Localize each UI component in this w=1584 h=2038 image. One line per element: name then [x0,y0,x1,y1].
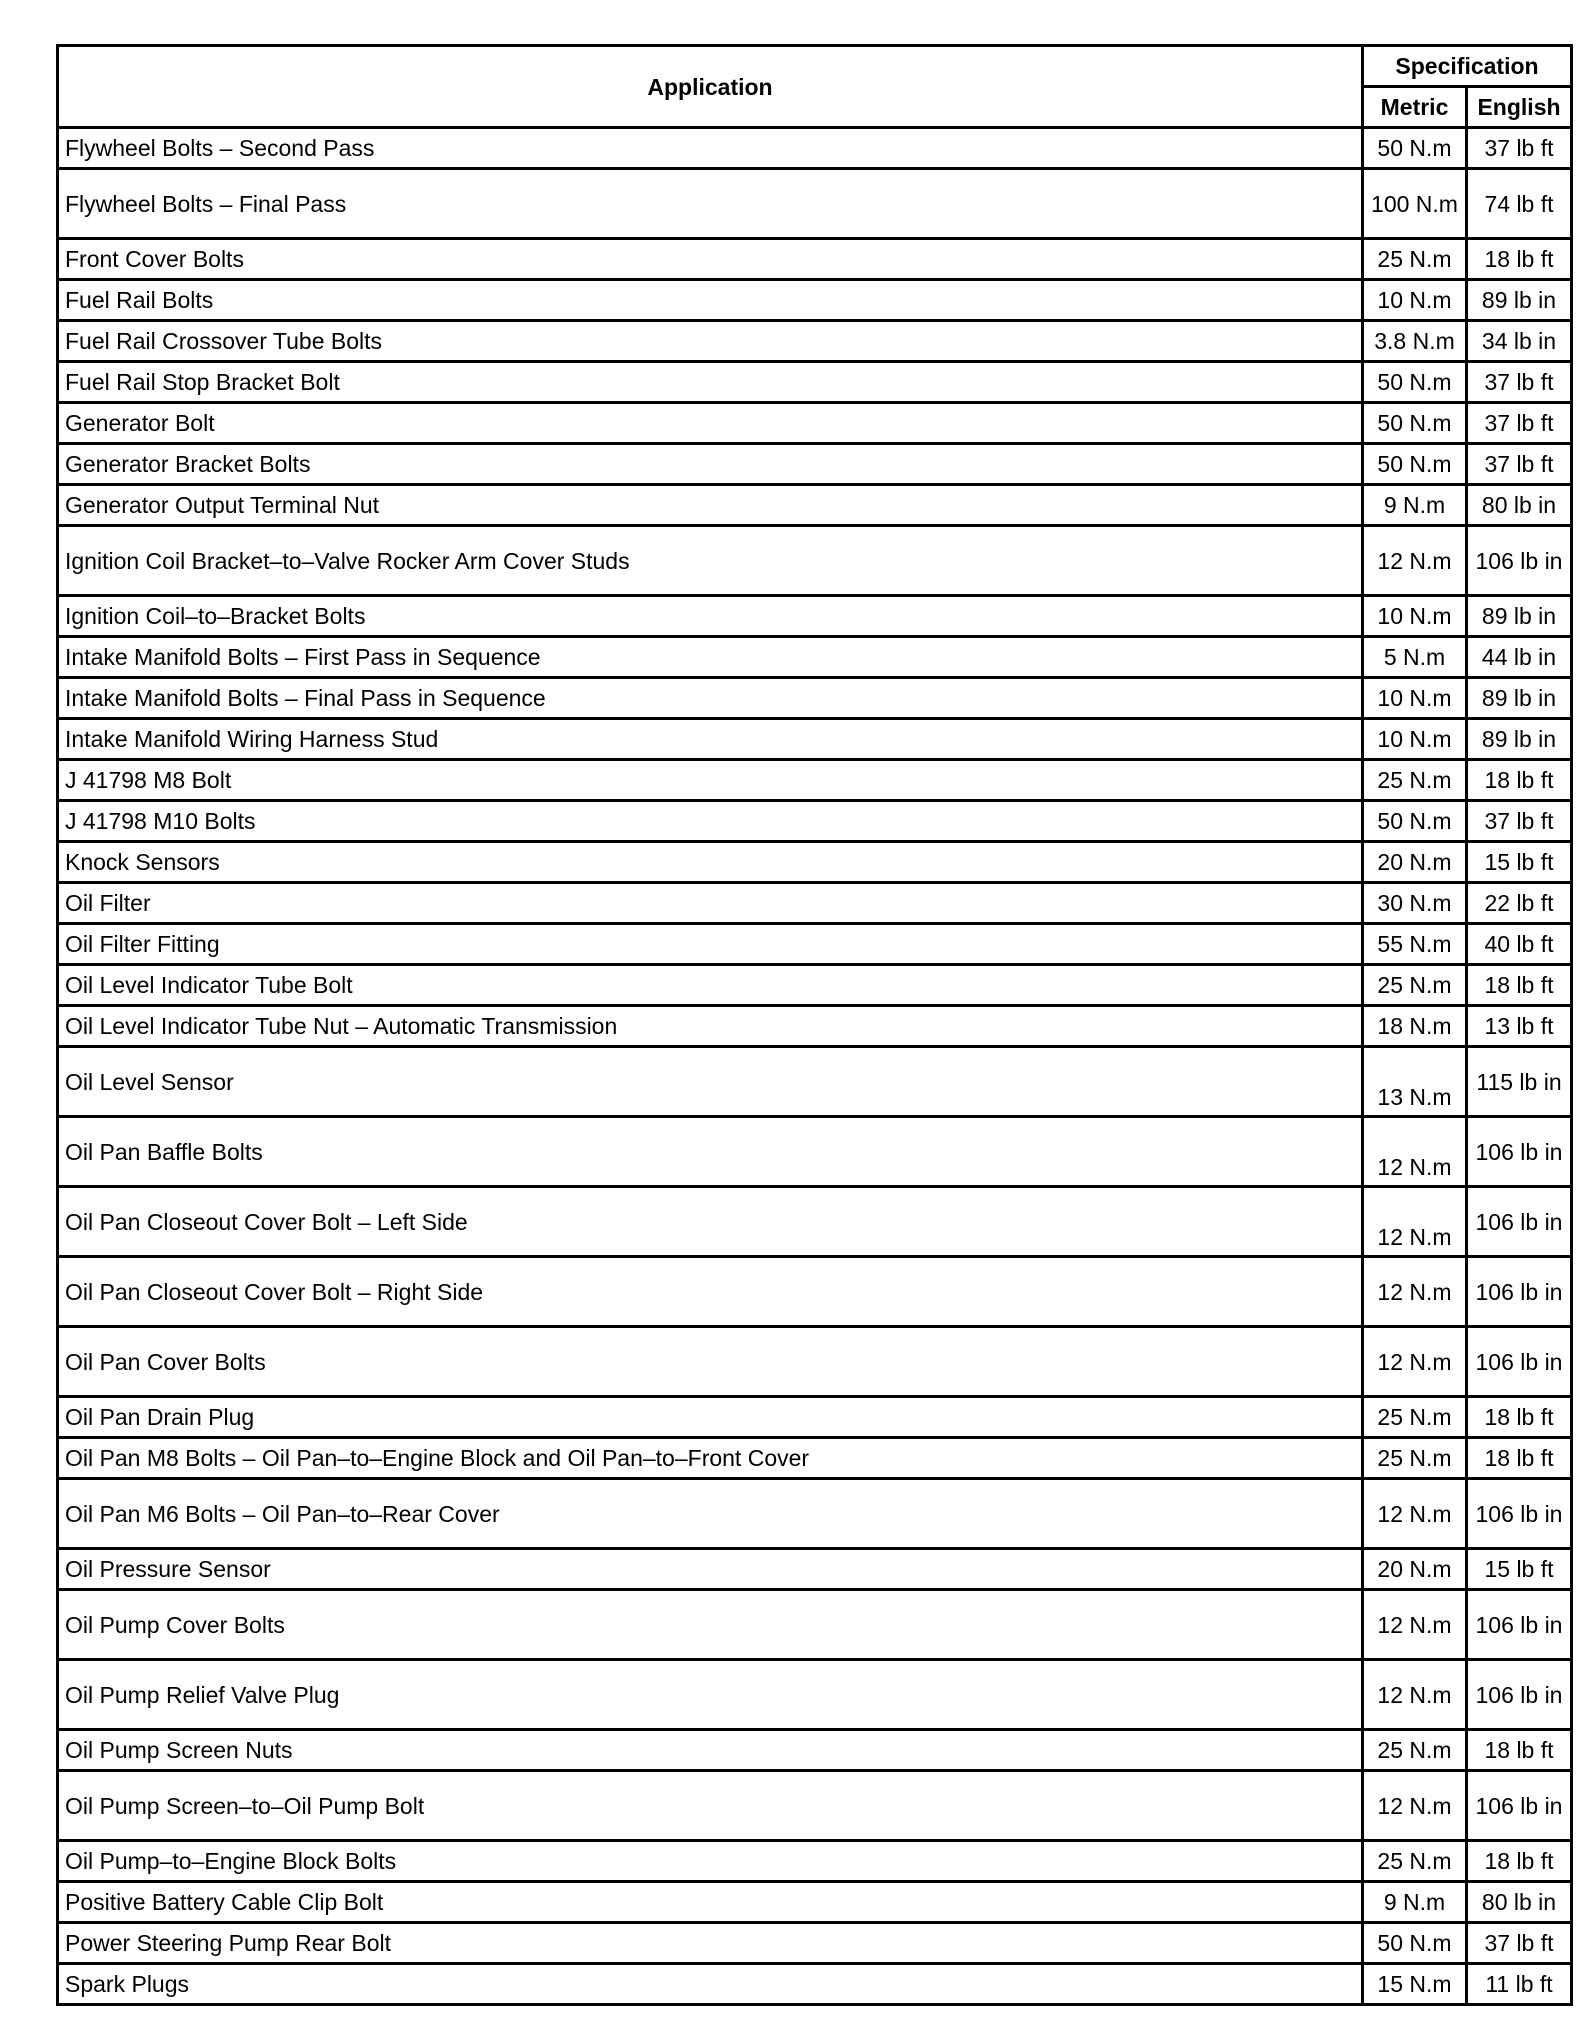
table-row [58,1047,1572,1117]
english-cell: 80 lb in [1467,485,1572,526]
application-cell: Oil Pan M6 Bolts – Oil Pan–to–Rear Cover [58,1479,1363,1549]
metric-cell: 9 N.m [1363,485,1467,526]
table-row [58,1590,1572,1660]
english-cell: 34 lb in [1467,321,1572,362]
metric-cell: 20 N.m [1363,842,1467,883]
metric-cell: 10 N.m [1363,719,1467,760]
table-row [58,1327,1572,1397]
application-cell: Generator Output Terminal Nut [58,485,1363,526]
application-cell: Oil Level Indicator Tube Nut – Automatic Transmission [58,1006,1363,1047]
metric-cell: 25 N.m [1363,965,1467,1006]
metric-cell: 9 N.m [1363,1882,1467,1923]
application-cell: Oil Pressure Sensor [58,1549,1363,1590]
table-row [58,637,1572,678]
metric-header: Metric [1363,87,1467,128]
table-row [58,883,1572,924]
english-header: English [1467,87,1572,128]
metric-cell: 12 N.m [1363,1771,1467,1841]
specification-header: Specification [1363,46,1572,87]
metric-cell: 10 N.m [1363,596,1467,637]
torque-spec-table [56,44,1573,2006]
metric-cell: 12 N.m [1363,526,1467,596]
table-row [58,1882,1572,1923]
table-row [58,1730,1572,1771]
application-cell: J 41798 M8 Bolt [58,760,1363,801]
metric-cell: 12 N.m [1363,1660,1467,1730]
metric-cell: 25 N.m [1363,1841,1467,1882]
english-cell: 18 lb ft [1467,1438,1572,1479]
table-row [58,444,1572,485]
table-row [58,801,1572,842]
metric-cell: 25 N.m [1363,1397,1467,1438]
application-cell: Intake Manifold Bolts – First Pass in Sequence [58,637,1363,678]
table-row [58,128,1572,169]
table-row [58,485,1572,526]
application-cell: Oil Pan Closeout Cover Bolt – Left Side [58,1187,1363,1257]
application-cell: Oil Pan Drain Plug [58,1397,1363,1438]
english-cell: 18 lb ft [1467,1841,1572,1882]
english-cell: 106 lb in [1467,1117,1572,1187]
table-row [58,924,1572,965]
table-row [58,842,1572,883]
metric-cell: 25 N.m [1363,1730,1467,1771]
metric-cell: 50 N.m [1363,362,1467,403]
application-cell: Front Cover Bolts [58,239,1363,280]
english-cell: 106 lb in [1467,1257,1572,1327]
table-row [58,169,1572,239]
table-row [58,1117,1572,1187]
application-cell: Oil Pump Screen–to–Oil Pump Bolt [58,1771,1363,1841]
table-row [58,1660,1572,1730]
metric-cell: 55 N.m [1363,924,1467,965]
metric-cell: 10 N.m [1363,678,1467,719]
table-row [58,362,1572,403]
english-cell: 37 lb ft [1467,444,1572,485]
application-cell: Oil Pan M8 Bolts – Oil Pan–to–Engine Block and Oil Pan–to–Front Cover [58,1438,1363,1479]
english-cell: 13 lb ft [1467,1006,1572,1047]
english-cell: 106 lb in [1467,1771,1572,1841]
english-cell: 106 lb in [1467,1590,1572,1660]
metric-cell: 25 N.m [1363,239,1467,280]
english-cell: 80 lb in [1467,1882,1572,1923]
english-cell: 44 lb in [1467,637,1572,678]
table-row [58,1397,1572,1438]
application-cell: Intake Manifold Wiring Harness Stud [58,719,1363,760]
table-row [58,719,1572,760]
metric-cell: 25 N.m [1363,1438,1467,1479]
metric-cell: 18 N.m [1363,1006,1467,1047]
english-cell: 89 lb in [1467,596,1572,637]
application-cell: Oil Pump Cover Bolts [58,1590,1363,1660]
application-cell: Ignition Coil Bracket–to–Valve Rocker Arm Cover Studs [58,526,1363,596]
application-cell: Knock Sensors [58,842,1363,883]
table-row [58,596,1572,637]
table-row [58,1923,1572,1964]
application-cell: Oil Filter [58,883,1363,924]
application-cell: Fuel Rail Bolts [58,280,1363,321]
english-cell: 18 lb ft [1467,965,1572,1006]
table-row [58,1257,1572,1327]
application-cell: Oil Pan Baffle Bolts [58,1117,1363,1187]
metric-cell: 25 N.m [1363,760,1467,801]
english-cell: 18 lb ft [1467,1730,1572,1771]
metric-cell: 12 N.m [1363,1257,1467,1327]
table-row [58,1438,1572,1479]
english-cell: 22 lb ft [1467,883,1572,924]
english-cell: 106 lb in [1467,1327,1572,1397]
metric-cell: 3.8 N.m [1363,321,1467,362]
table-row [58,239,1572,280]
metric-cell: 12 N.m [1363,1590,1467,1660]
application-cell: Flywheel Bolts – Second Pass [58,128,1363,169]
english-cell: 115 lb in [1467,1047,1572,1117]
application-cell: Oil Pump Screen Nuts [58,1730,1363,1771]
english-cell: 89 lb in [1467,280,1572,321]
application-cell: Oil Pan Closeout Cover Bolt – Right Side [58,1257,1363,1327]
application-cell: Generator Bolt [58,403,1363,444]
application-cell: Fuel Rail Stop Bracket Bolt [58,362,1363,403]
metric-cell: 50 N.m [1363,1923,1467,1964]
metric-cell: 12 N.m [1363,1117,1467,1187]
english-cell: 40 lb ft [1467,924,1572,965]
application-cell: Ignition Coil–to–Bracket Bolts [58,596,1363,637]
english-cell: 37 lb ft [1467,403,1572,444]
application-header: Application [58,46,1363,128]
metric-cell: 30 N.m [1363,883,1467,924]
english-cell: 15 lb ft [1467,842,1572,883]
application-cell: J 41798 M10 Bolts [58,801,1363,842]
application-cell: Generator Bracket Bolts [58,444,1363,485]
metric-cell: 15 N.m [1363,1964,1467,2005]
application-cell: Oil Filter Fitting [58,924,1363,965]
english-cell: 18 lb ft [1467,239,1572,280]
application-cell: Power Steering Pump Rear Bolt [58,1923,1363,1964]
table-row [58,321,1572,362]
english-cell: 106 lb in [1467,1187,1572,1257]
english-cell: 11 lb ft [1467,1964,1572,2005]
english-cell: 18 lb ft [1467,1397,1572,1438]
english-cell: 89 lb in [1467,678,1572,719]
table-row [58,1841,1572,1882]
english-cell: 15 lb ft [1467,1549,1572,1590]
english-cell: 18 lb ft [1467,760,1572,801]
metric-cell: 50 N.m [1363,801,1467,842]
metric-cell: 20 N.m [1363,1549,1467,1590]
metric-cell: 12 N.m [1363,1327,1467,1397]
english-cell: 106 lb in [1467,526,1572,596]
metric-cell: 5 N.m [1363,637,1467,678]
metric-cell: 12 N.m [1363,1479,1467,1549]
metric-cell: 50 N.m [1363,444,1467,485]
application-cell: Oil Pump Relief Valve Plug [58,1660,1363,1730]
table-row [58,678,1572,719]
table-row [58,403,1572,444]
metric-cell: 100 N.m [1363,169,1467,239]
application-cell: Spark Plugs [58,1964,1363,2005]
metric-cell: 50 N.m [1363,403,1467,444]
table-row [58,526,1572,596]
table-row [58,760,1572,801]
english-cell: 37 lb ft [1467,1923,1572,1964]
application-cell: Flywheel Bolts – Final Pass [58,169,1363,239]
table-row [58,1479,1572,1549]
english-cell: 37 lb ft [1467,801,1572,842]
table-row [58,1187,1572,1257]
table-row [58,1964,1572,2005]
metric-cell: 10 N.m [1363,280,1467,321]
english-cell: 37 lb ft [1467,128,1572,169]
table-row [58,1549,1572,1590]
application-cell: Oil Pan Cover Bolts [58,1327,1363,1397]
metric-cell: 13 N.m [1363,1047,1467,1117]
english-cell: 37 lb ft [1467,362,1572,403]
english-cell: 74 lb ft [1467,169,1572,239]
application-cell: Intake Manifold Bolts – Final Pass in Sequence [58,678,1363,719]
application-cell: Oil Level Sensor [58,1047,1363,1117]
application-cell: Positive Battery Cable Clip Bolt [58,1882,1363,1923]
application-cell: Oil Pump–to–Engine Block Bolts [58,1841,1363,1882]
metric-cell: 50 N.m [1363,128,1467,169]
application-cell: Fuel Rail Crossover Tube Bolts [58,321,1363,362]
metric-cell: 12 N.m [1363,1187,1467,1257]
english-cell: 106 lb in [1467,1660,1572,1730]
english-cell: 106 lb in [1467,1479,1572,1549]
table-row [58,280,1572,321]
table-row [58,1006,1572,1047]
english-cell: 89 lb in [1467,719,1572,760]
table-row [58,965,1572,1006]
table-row [58,1771,1572,1841]
application-cell: Oil Level Indicator Tube Bolt [58,965,1363,1006]
